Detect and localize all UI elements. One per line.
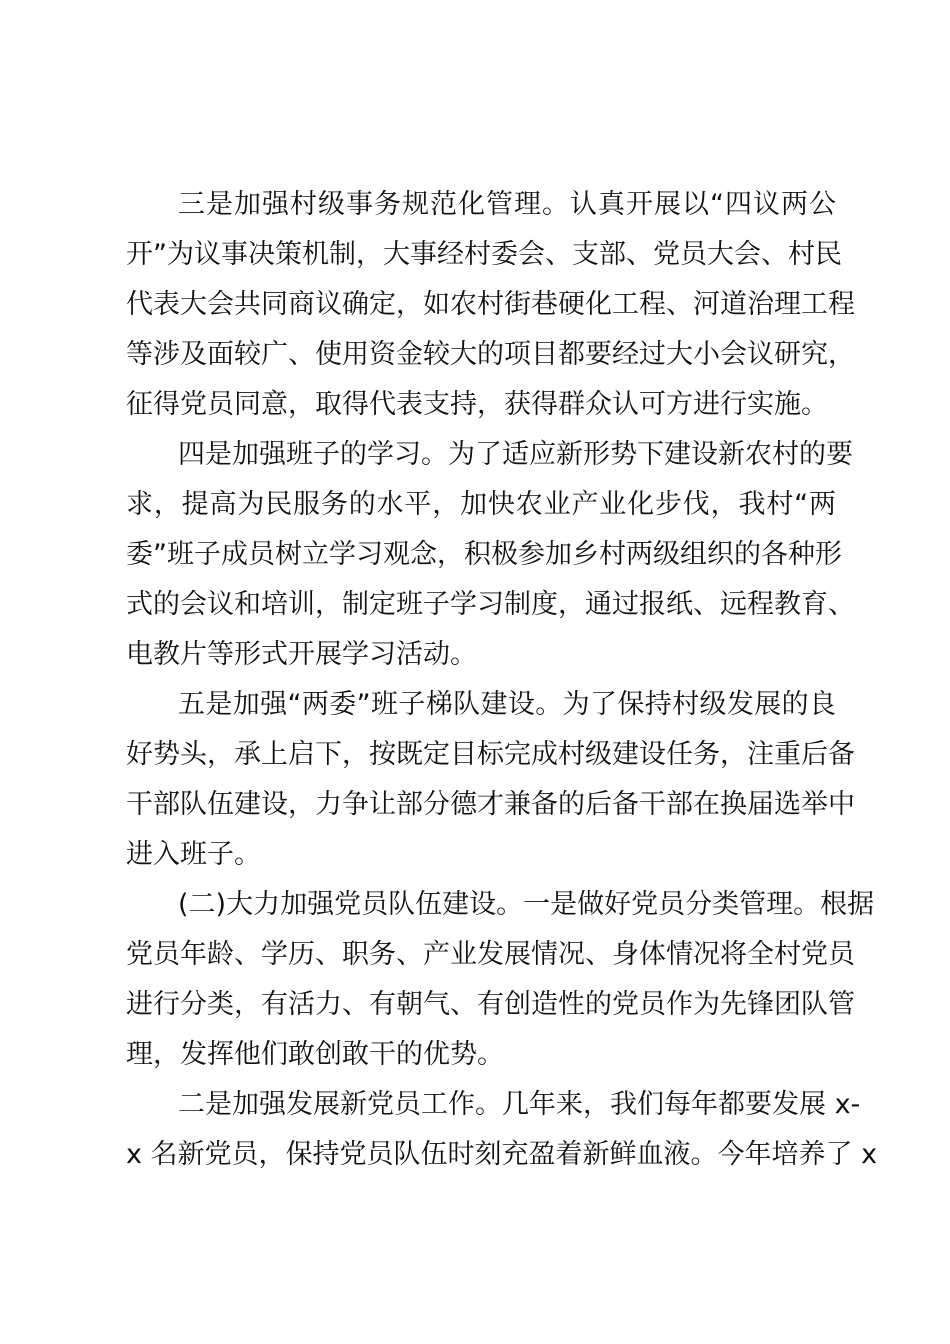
- text-line: 式的会议和培训，制定班子学习制度，通过报纸、远程教育、: [126, 589, 855, 620]
- text-line: 等涉及面较广、使用资金较大的项目都要经过大小会议研究，: [126, 339, 855, 370]
- text-line: 进行分类，有活力、有朝气、有创造性的党员作为先锋团队管: [126, 989, 855, 1020]
- paragraph-village-affairs: [126, 180, 855, 430]
- document-body: [126, 180, 878, 1180]
- text-line: 求，提高为民服务的水平，加快农业产业化步伐，我村“两: [126, 489, 836, 520]
- text-line: (二)大力加强党员队伍建设。一是做好党员分类管理。根据: [178, 889, 875, 920]
- text-line: 干部队伍建设，力争让部分德才兼备的后备干部在换届选举中: [126, 789, 855, 820]
- paragraph-party-members: [126, 880, 875, 1080]
- text-line: 电教片等形式开展学习活动。: [126, 639, 477, 670]
- text-line: 进入班子。: [126, 839, 261, 870]
- text-line: x 名新党员，保持党员队伍时刻充盈着新鲜血液。今年培养了 x: [126, 1139, 878, 1170]
- paragraph-new-members: [126, 1080, 878, 1180]
- text-line: 三是加强村级事务规范化管理。认真开展以“四议两公: [178, 189, 836, 220]
- text-line: 党员年龄、学历、职务、产业发展情况、身体情况将全村党员: [126, 939, 855, 970]
- text-line: 征得党员同意，取得代表支持，获得群众认可方进行实施。: [126, 389, 828, 420]
- paragraph-succession: [126, 680, 855, 880]
- text-line: 好势头，承上启下，按既定目标完成村级建设任务，注重后备: [126, 739, 855, 770]
- paragraph-team-study: [126, 430, 855, 680]
- text-line: 理，发挥他们敢创敢干的优势。: [126, 1039, 504, 1070]
- text-line: 四是加强班子的学习。为了适应新形势下建设新农村的要: [178, 439, 853, 470]
- text-line: 代表大会共同商议确定，如农村街巷硬化工程、河道治理工程: [126, 289, 855, 320]
- text-line: 委”班子成员树立学习观念，积极参加乡村两级组织的各种形: [126, 539, 842, 570]
- text-line: 二是加强发展新党员工作。几年来，我们每年都要发展 x-: [178, 1089, 861, 1120]
- text-line: 开”为议事决策机制，大事经村委会、支部、党员大会、村民: [126, 239, 842, 270]
- text-line: 五是加强“两委”班子梯队建设。为了保持村级发展的良: [178, 689, 836, 720]
